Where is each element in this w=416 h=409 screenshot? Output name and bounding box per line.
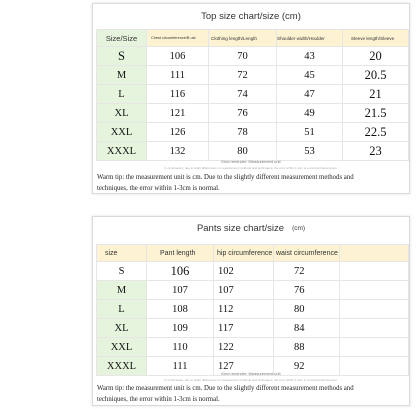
top-chart-title: Top size chart/size (cm) <box>201 11 301 22</box>
pants-chart-title-text: Pants size chart/size <box>196 223 285 234</box>
header-size: size <box>97 245 147 262</box>
waist-cell: 88 <box>274 338 340 357</box>
sleeve-cell: 21 <box>343 85 409 104</box>
table-row <box>97 338 409 357</box>
empty-cell <box>340 338 409 357</box>
empty-cell <box>340 281 409 300</box>
length-cell: 74 <box>209 85 277 104</box>
header-size: Size/Size <box>97 30 147 47</box>
empty-cell <box>340 319 409 338</box>
size-cell: XXL <box>97 338 147 357</box>
hip-cell: 102 <box>214 262 274 281</box>
hip-cell: 112 <box>214 300 274 319</box>
size-cell: M <box>97 66 147 85</box>
pant-length-cell: 111 <box>147 357 214 376</box>
table-row <box>97 281 409 300</box>
size-cell: S <box>97 47 147 66</box>
header-chest: Chest circumference/B ust <box>147 30 209 47</box>
size-cell: XL <box>97 319 147 338</box>
size-cell: S <box>97 262 147 281</box>
waist-cell: 80 <box>274 300 340 319</box>
warm-tip-line: techniques, the error within 1-3cm is normal. <box>97 185 220 192</box>
chest-cell: 121 <box>147 104 209 123</box>
empty-cell <box>340 300 409 319</box>
table-header-row <box>97 30 409 47</box>
table-row <box>97 262 409 281</box>
pants-chart-title-unit: (cm) <box>292 225 306 232</box>
empty-cell <box>340 262 409 281</box>
header-shoulder: Shoulder width/Houlder <box>277 30 343 47</box>
hip-cell: 122 <box>214 338 274 357</box>
size-cell: XXXL <box>97 142 147 161</box>
table-row <box>97 123 409 142</box>
sleeve-cell: 20 <box>343 47 409 66</box>
waist-cell: 92 <box>274 357 340 376</box>
kind-reminder: Kind reminder: Measurement unit <box>221 371 281 376</box>
shoulder-cell: 51 <box>277 123 343 142</box>
warm-tip <box>97 383 405 405</box>
length-cell: 70 <box>209 47 277 66</box>
chest-cell: 126 <box>147 123 209 142</box>
pants-size-chart-card <box>92 216 410 406</box>
sleeve-cell: 22.5 <box>343 123 409 142</box>
table-header-row <box>97 245 409 262</box>
size-cell: XXL <box>97 123 147 142</box>
size-cell: L <box>97 85 147 104</box>
top-size-table <box>96 29 409 161</box>
warm-tip <box>97 172 405 194</box>
fine-print: In centimeters, due to slight differences in measurement methods and techniques, the error within 1-3cm is a normal phenomenon. <box>164 166 338 170</box>
warm-tip-line: techniques, the error within 1-3cm is normal. <box>97 396 220 403</box>
length-cell: 80 <box>209 142 277 161</box>
sleeve-cell: 21.5 <box>343 104 409 123</box>
shoulder-cell: 47 <box>277 85 343 104</box>
chest-cell: 106 <box>147 47 209 66</box>
table-row <box>97 47 409 66</box>
hip-cell: 107 <box>214 281 274 300</box>
header-empty <box>340 245 409 262</box>
pant-length-cell: 110 <box>147 338 214 357</box>
length-cell: 76 <box>209 104 277 123</box>
shoulder-cell: 43 <box>277 47 343 66</box>
chest-cell: 111 <box>147 66 209 85</box>
pant-length-cell: 107 <box>147 281 214 300</box>
size-cell: XL <box>97 104 147 123</box>
header-sleeve: Sleeve length/Sleeve <box>343 30 409 47</box>
pant-length-cell: 109 <box>147 319 214 338</box>
table-row <box>97 85 409 104</box>
length-cell: 78 <box>209 123 277 142</box>
top-size-chart-card <box>92 3 410 194</box>
table-row <box>97 104 409 123</box>
table-row <box>97 142 409 161</box>
hip-cell: 117 <box>214 319 274 338</box>
header-hip: hip circumference <box>214 245 274 262</box>
sleeve-cell: 20.5 <box>343 66 409 85</box>
shoulder-cell: 45 <box>277 66 343 85</box>
chest-cell: 132 <box>147 142 209 161</box>
shoulder-cell: 53 <box>277 142 343 161</box>
waist-cell: 84 <box>274 319 340 338</box>
length-cell: 72 <box>209 66 277 85</box>
hip-cell: 127 <box>214 357 274 376</box>
size-cell: M <box>97 281 147 300</box>
kind-reminder: Kind reminder: Measurement unit <box>221 159 281 164</box>
size-cell: XXXL <box>97 357 147 376</box>
shoulder-cell: 49 <box>277 104 343 123</box>
table-row <box>97 66 409 85</box>
pant-length-cell: 108 <box>147 300 214 319</box>
waist-cell: 76 <box>274 281 340 300</box>
fine-print: In centimeters, due to slight differences in measurement methods and techniques, the error within 1-3cm is a normal phenomenon. <box>164 378 338 382</box>
chest-cell: 116 <box>147 85 209 104</box>
table-row <box>97 319 409 338</box>
header-pant-length: Pant length <box>147 245 214 262</box>
pant-length-cell: 106 <box>147 262 214 281</box>
header-length: Clothing length/Length <box>209 30 277 47</box>
pants-size-table <box>96 244 409 376</box>
table-row <box>97 300 409 319</box>
header-waist: waist circumference <box>274 245 340 262</box>
size-cell: L <box>97 300 147 319</box>
waist-cell: 72 <box>274 262 340 281</box>
warm-tip-line: Warm tip: the measurement unit is cm. Due to the slightly different measurement methods and <box>97 385 354 392</box>
warm-tip-line: Warm tip: the measurement unit is cm. Due to the slightly different measurement methods and <box>97 174 354 181</box>
pants-chart-title <box>93 223 409 234</box>
sleeve-cell: 23 <box>343 142 409 161</box>
